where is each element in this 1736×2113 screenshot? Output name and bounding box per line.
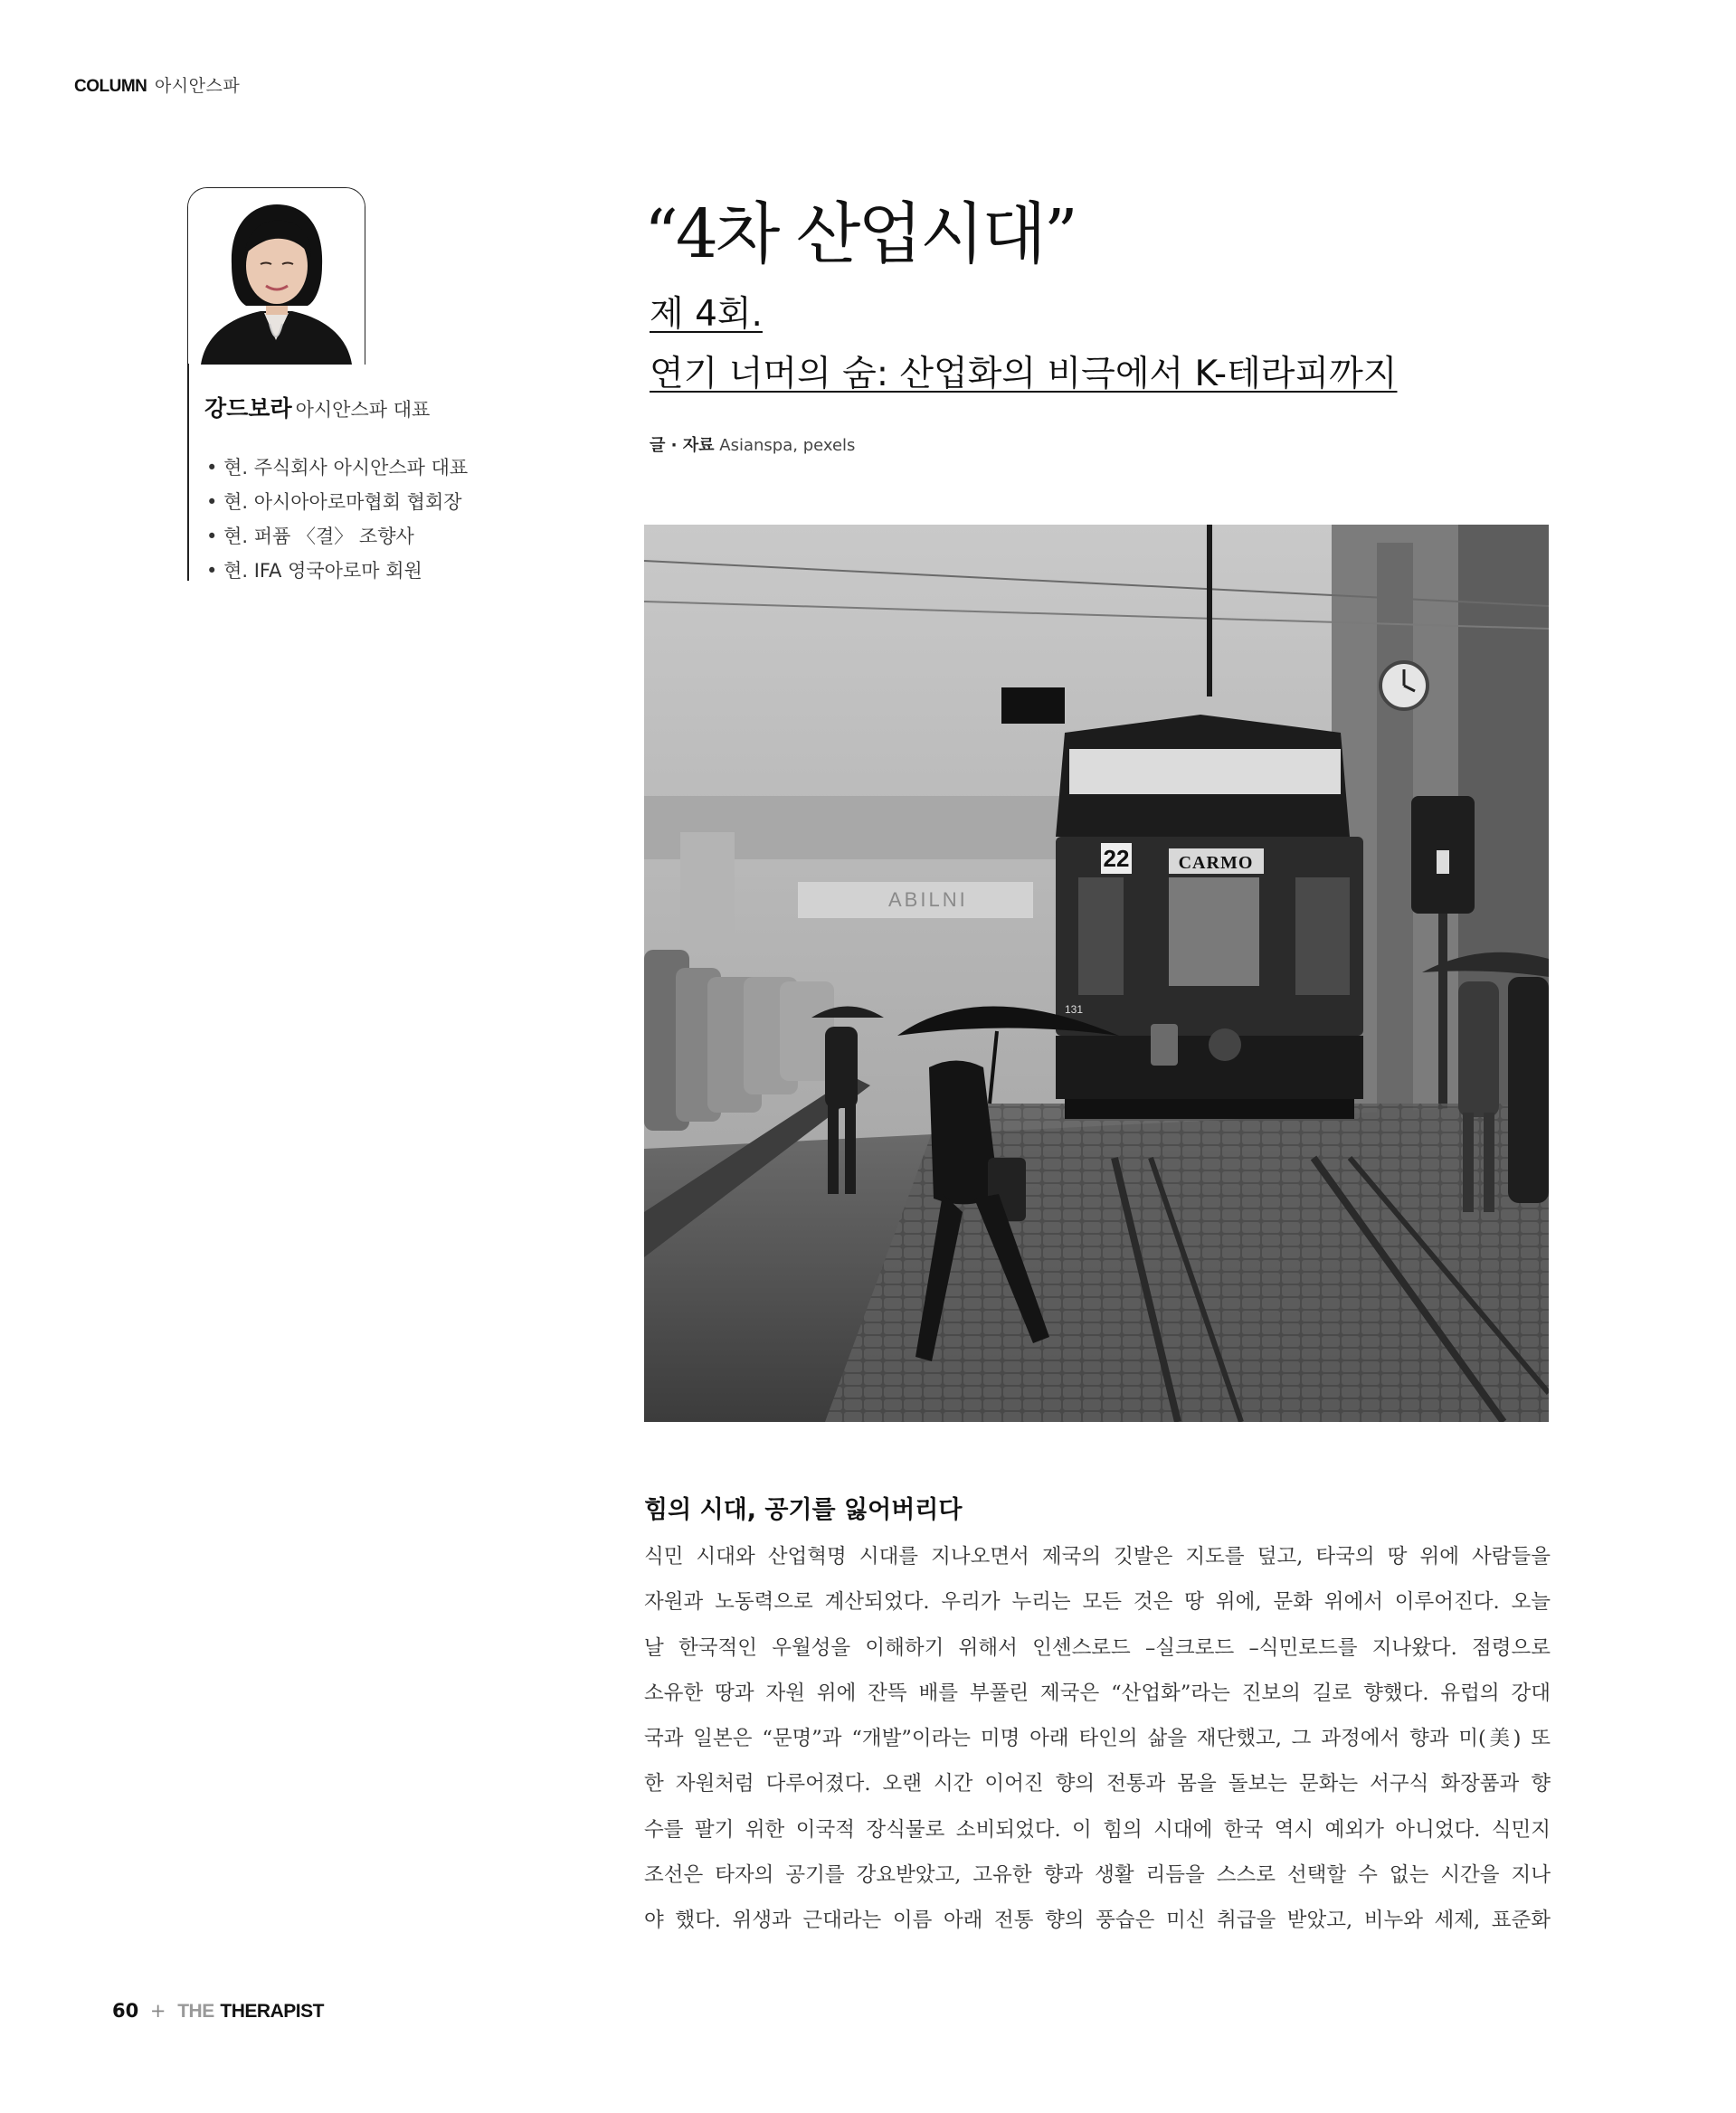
author-credentials (206, 450, 468, 588)
tram-fleet-number: 131 (1065, 1003, 1084, 1016)
profile-divider (187, 364, 189, 581)
author-name (204, 391, 430, 423)
article-subtitle (650, 286, 1397, 396)
section-name: 아시안스파 (154, 76, 241, 96)
column-kicker: COLUMN (74, 77, 147, 96)
credential-item: • 현. 퍼퓸 〈결〉 조향사 (206, 519, 468, 554)
running-head (74, 72, 240, 97)
body-text-line: 한 자원처럼 다루어졌다. 오랜 시간 이어진 향의 전통과 몸을 돌보는 문화는 서구식 화장품과 향 (644, 1772, 1551, 1796)
body-text-line: 야 했다. 위생과 근대라는 이름 아래 전통 향의 풍습은 미신 취급을 받았고, 비누와 세제, 표준화 (644, 1909, 1551, 1933)
hero-photo (644, 525, 1549, 1422)
tram-destination: CARMO (1178, 853, 1254, 873)
body-text-line: 자원과 노동력으로 계산되었다. 우리가 누리는 모든 것은 땅 위에, 문화 위에서 이루어진다. 오늘 (644, 1590, 1551, 1615)
section-heading: 힘의 시대, 공기를 잃어버리다 (644, 1496, 963, 1524)
subtitle-topic: 연기 너머의 숨: 산업화의 비극에서 K-테라피까지 (650, 354, 1398, 394)
article-title: “4차 산업시대” (644, 195, 1076, 273)
byline-source: Asianspa, pexels (719, 436, 856, 455)
magazine-name: THERAPIST (220, 2001, 324, 2022)
body-text-line: 식민 시대와 산업혁명 시대를 지나오면서 제국의 깃발은 지도를 덮고, 타국의 땅 위에 사람들을 (644, 1545, 1551, 1568)
credential-item: • 현. 아시아아로마협회 협회장 (206, 485, 468, 519)
page-footer (112, 2000, 324, 2023)
awning-sign: ABILNI (888, 888, 968, 911)
body-text-line: 수를 팔기 위한 이국적 장식물로 소비되었다. 이 힘의 시대에 한국 역시 예외가 아니었다. 식민지 (644, 1817, 1551, 1842)
credential-item: • 현. 주식회사 아시안스파 대표 (206, 450, 468, 485)
author-name-text: 강드보라 (204, 395, 292, 422)
footer-separator: + (149, 2000, 166, 2022)
byline-label: 글 · 자료 (650, 436, 715, 455)
subtitle-episode: 제 4회. (650, 294, 763, 335)
author-photo (187, 187, 365, 365)
tram-number: 22 (1103, 845, 1130, 872)
body-text-line: 소유한 땅과 자원 위에 잔뜩 배를 부풀린 제국은 “산업화”라는 진보의 길로 향했다. 유럽의 강대 (644, 1681, 1551, 1705)
author-title: 아시안스파 대표 (295, 399, 431, 421)
body-text-line: 조선은 타자의 공기를 강요받았고, 고유한 향과 생활 리듬을 스스로 선택할 수 없는 시간을 지나 (644, 1863, 1551, 1888)
magazine-the: THE (177, 2001, 214, 2022)
page-number: 60 (112, 2000, 139, 2022)
body-text-line: 국과 일본은 “문명”과 “개발”이라는 미명 아래 타인의 삶을 재단했고, 그 과정에서 향과 미(美) 또 (644, 1727, 1551, 1751)
article-body (644, 1492, 1551, 1944)
byline (650, 432, 855, 456)
body-text-line: 날 한국적인 우월성을 이해하기 위해서 인센스로드 –실크로드 –식민로드를 지나왔다. 점령으로 (644, 1635, 1551, 1660)
credential-item: • 현. IFA 영국아로마 회원 (206, 554, 468, 588)
